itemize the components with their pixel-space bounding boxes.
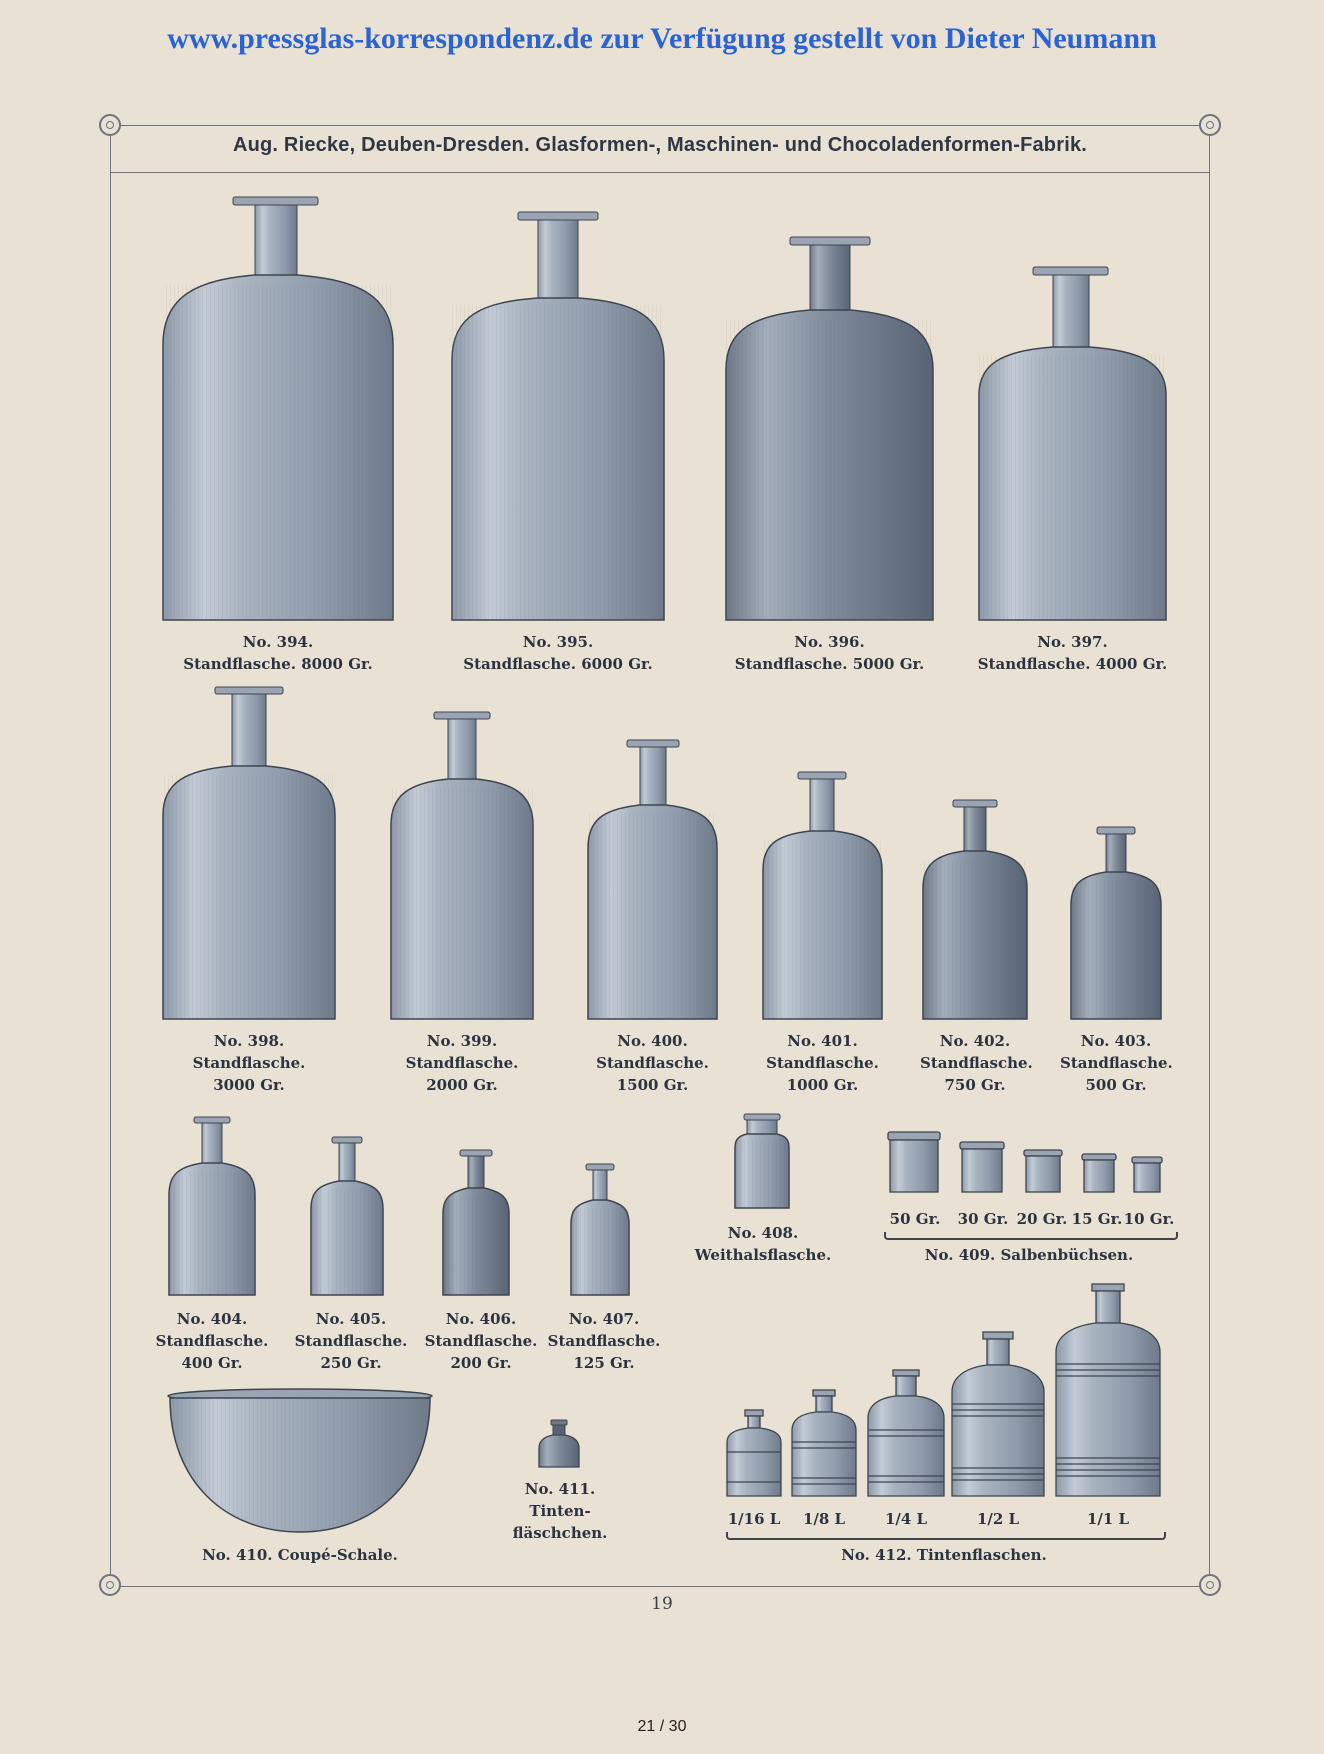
caption-395	[448, 631, 668, 675]
bottle-408-illustration	[732, 1112, 792, 1212]
page-number: 19	[651, 1594, 673, 1614]
caption-396	[722, 631, 937, 675]
item-type-407: Standflasche.	[547, 1332, 661, 1350]
caption-411	[500, 1478, 620, 1544]
bottle-400-illustration	[585, 738, 720, 1023]
jar-size-30: 30 Gr.	[957, 1210, 1009, 1228]
item-line1-411: Tinten-	[529, 1502, 591, 1520]
caption-405	[292, 1308, 410, 1374]
item-weight-406: 200 Gr.	[450, 1354, 512, 1372]
item-number-397: No. 397.	[1037, 633, 1108, 651]
item-number-400: No. 400.	[617, 1032, 688, 1050]
bottle-398-illustration	[160, 685, 338, 1023]
item-weight-401: 1000 Gr.	[786, 1076, 859, 1094]
inkbottle-size-1-2: 1/2 L	[976, 1510, 1020, 1528]
bottle-397-illustration	[975, 265, 1170, 625]
item-desc-394: Standflasche. 8000 Gr.	[183, 655, 373, 673]
bottle-404-illustration	[166, 1115, 258, 1299]
item-type-404: Standflasche.	[155, 1332, 269, 1350]
item-number-408: No. 408.	[727, 1224, 799, 1242]
item-desc-396: Standflasche. 5000 Gr.	[734, 655, 925, 673]
bowl-410-illustration	[165, 1386, 435, 1536]
item-type-405: Standflasche.	[294, 1332, 408, 1350]
jar-size-15: 15 Gr.	[1071, 1210, 1123, 1228]
pdf-page-indicator: 21 / 30	[637, 1718, 687, 1735]
caption-402	[920, 1030, 1033, 1096]
item-weight-399: 2000 Gr.	[426, 1076, 498, 1094]
item-number-404: No. 404.	[176, 1310, 248, 1328]
bottle-394-illustration	[158, 195, 398, 625]
item-weight-403: 500 Gr.	[1085, 1076, 1147, 1094]
caption-408	[688, 1222, 838, 1266]
item-type-401: Standflasche.	[766, 1054, 879, 1072]
bottle-395-illustration	[448, 210, 668, 625]
item-weight-407: 125 Gr.	[573, 1354, 635, 1372]
item-desc-397: Standflasche. 4000 Gr.	[977, 655, 1168, 673]
jars-409-illustration	[884, 1128, 1174, 1198]
item-type-398: Standflasche.	[192, 1054, 306, 1072]
jar-size-10: 10 Gr.	[1123, 1210, 1175, 1228]
item-type-402: Standflasche.	[920, 1054, 1033, 1072]
inkbottles-412-illustration	[722, 1282, 1168, 1500]
item-number-394: No. 394.	[242, 633, 314, 651]
item-weight-404: 400 Gr.	[181, 1354, 243, 1372]
bottle-406-illustration	[440, 1148, 512, 1299]
item-type-400: Standflasche.	[596, 1054, 709, 1072]
item-desc-395: Standflasche. 6000 Gr.	[463, 655, 653, 673]
item-type-408: Weithalsflasche.	[694, 1246, 832, 1264]
caption-409: No. 409. Salbenbüchsen.	[924, 1246, 1134, 1264]
item-number-403: No. 403.	[1080, 1032, 1152, 1050]
caption-406	[420, 1308, 542, 1374]
item-number-395: No. 395.	[522, 633, 594, 651]
inkbottles-412-bracket	[726, 1532, 1166, 1540]
watermark-link[interactable]: www.pressglas-korrespondenz.de zur Verfügung gestellt von Dieter Neumann	[167, 22, 1157, 55]
caption-404	[142, 1308, 282, 1374]
bottle-407-illustration	[568, 1162, 632, 1299]
item-number-402: No. 402.	[939, 1032, 1011, 1050]
caption-410: No. 410. Coupé-Schale.	[202, 1546, 398, 1564]
bottle-401-illustration	[760, 770, 885, 1023]
bottle-396-illustration	[722, 235, 937, 625]
caption-407	[544, 1308, 664, 1374]
item-number-399: No. 399.	[426, 1032, 498, 1050]
item-number-396: No. 396.	[794, 633, 865, 651]
caption-398	[160, 1030, 338, 1096]
item-weight-402: 750 Gr.	[944, 1076, 1006, 1094]
caption-401	[760, 1030, 885, 1096]
caption-394	[158, 631, 398, 675]
item-weight-405: 250 Gr.	[320, 1354, 382, 1372]
item-type-403: Standflasche.	[1060, 1054, 1173, 1072]
inkbottle-size-1-8: 1/8 L	[802, 1510, 846, 1528]
item-number-411: No. 411.	[524, 1480, 596, 1498]
corner-ornament-top-left	[99, 114, 121, 136]
item-weight-398: 3000 Gr.	[213, 1076, 285, 1094]
inkbottle-size-1-4: 1/4 L	[884, 1510, 928, 1528]
corner-ornament-top-right	[1199, 114, 1221, 136]
item-line2-411: fläschchen.	[512, 1524, 608, 1542]
item-number-407: No. 407.	[568, 1310, 640, 1328]
bottle-403-illustration	[1068, 825, 1164, 1023]
bottle-399-illustration	[388, 710, 536, 1023]
inkwell-411-illustration	[536, 1418, 582, 1470]
caption-399	[388, 1030, 536, 1096]
item-number-401: No. 401.	[787, 1032, 858, 1050]
bottle-405-illustration	[308, 1135, 386, 1299]
item-type-406: Standflasche.	[424, 1332, 538, 1350]
caption-397	[965, 631, 1180, 675]
item-number-405: No. 405.	[315, 1310, 387, 1328]
item-type-399: Standflasche.	[405, 1054, 519, 1072]
caption-400	[585, 1030, 720, 1096]
jar-size-50: 50 Gr.	[889, 1210, 941, 1228]
jars-409-bracket	[884, 1232, 1178, 1240]
header-divider	[110, 172, 1210, 173]
corner-ornament-bottom-left	[99, 1574, 121, 1596]
item-number-398: No. 398.	[213, 1032, 285, 1050]
jar-size-20: 20 Gr.	[1016, 1210, 1068, 1228]
inkbottle-size-1-16: 1/16 L	[727, 1510, 781, 1528]
item-number-406: No. 406.	[445, 1310, 517, 1328]
caption-412: No. 412. Tintenflaschen.	[841, 1546, 1047, 1564]
caption-403	[1060, 1030, 1172, 1096]
catalog-header: Aug. Riecke, Deuben-Dresden. Glasformen-, Maschinen- und Chocoladenformen-Fabrik.	[232, 134, 1088, 156]
item-weight-400: 1500 Gr.	[616, 1076, 689, 1094]
inkbottle-size-1-1: 1/1 L	[1086, 1510, 1130, 1528]
corner-ornament-bottom-right	[1199, 1574, 1221, 1596]
bottle-402-illustration	[920, 798, 1030, 1023]
